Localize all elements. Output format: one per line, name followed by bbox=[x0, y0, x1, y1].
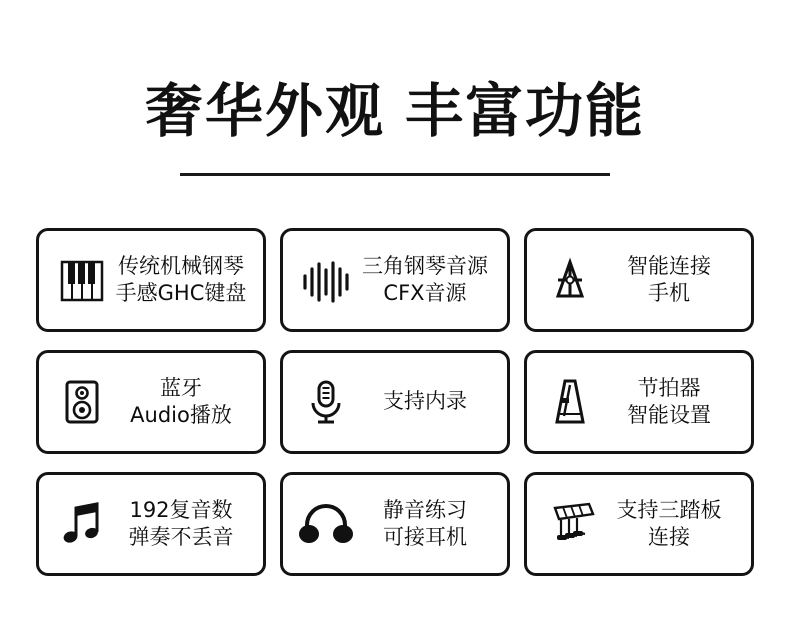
feature-label bbox=[115, 375, 253, 429]
feature-line-2: 手感GHC键盘 bbox=[115, 280, 247, 305]
feature-label bbox=[359, 253, 497, 307]
feature-line-1: 静音练习 bbox=[383, 497, 467, 522]
feature-line-1: 智能连接 bbox=[627, 253, 711, 278]
feature-line-1: 节拍器 bbox=[637, 375, 701, 400]
feature-label bbox=[603, 375, 741, 429]
feature-label bbox=[359, 388, 497, 415]
feature-card bbox=[524, 472, 754, 576]
feature-line-2: Audio播放 bbox=[130, 402, 232, 427]
feature-line-2: 智能设置 bbox=[627, 402, 711, 427]
feature-label bbox=[603, 253, 741, 307]
feature-card bbox=[280, 472, 510, 576]
feature-label bbox=[359, 497, 497, 551]
feature-line-1: 192复音数 bbox=[129, 497, 233, 522]
music-note-icon bbox=[49, 491, 115, 557]
three-pedals-icon bbox=[537, 491, 603, 557]
feature-line-1: 蓝牙 bbox=[160, 375, 202, 400]
page-title bbox=[0, 0, 790, 176]
feature-card bbox=[280, 228, 510, 332]
feature-card bbox=[36, 472, 266, 576]
feature-line-2: 连接 bbox=[648, 524, 690, 549]
microphone-icon bbox=[293, 369, 359, 435]
bluetooth-connect-icon bbox=[537, 247, 603, 313]
feature-label bbox=[115, 253, 253, 307]
feature-card bbox=[36, 228, 266, 332]
feature-line-1: 传统机械钢琴 bbox=[118, 253, 244, 278]
feature-line-1: 三角钢琴音源 bbox=[362, 253, 488, 278]
feature-line-2: 弹奏不丢音 bbox=[128, 524, 234, 549]
feature-card bbox=[524, 228, 754, 332]
feature-line-1: 支持三踏板 bbox=[616, 497, 722, 522]
feature-line-2: 手机 bbox=[648, 280, 690, 305]
feature-card bbox=[36, 350, 266, 454]
sound-wave-icon bbox=[293, 247, 359, 313]
feature-label bbox=[115, 497, 253, 551]
heading-divider bbox=[180, 173, 610, 176]
feature-line-2: CFX音源 bbox=[383, 280, 467, 305]
heading-text bbox=[0, 78, 790, 145]
speaker-icon bbox=[49, 369, 115, 435]
feature-label bbox=[603, 497, 741, 551]
metronome-icon bbox=[537, 369, 603, 435]
feature-line-2: 可接耳机 bbox=[383, 524, 467, 549]
headphones-icon bbox=[293, 491, 359, 557]
feature-grid bbox=[36, 228, 754, 576]
heading-part-1: 奢华外观 bbox=[144, 77, 385, 145]
feature-card bbox=[524, 350, 754, 454]
feature-card bbox=[280, 350, 510, 454]
feature-line-1: 支持内录 bbox=[383, 389, 467, 414]
piano-keys-icon bbox=[49, 247, 115, 313]
heading-part-2: 丰富功能 bbox=[405, 77, 646, 145]
